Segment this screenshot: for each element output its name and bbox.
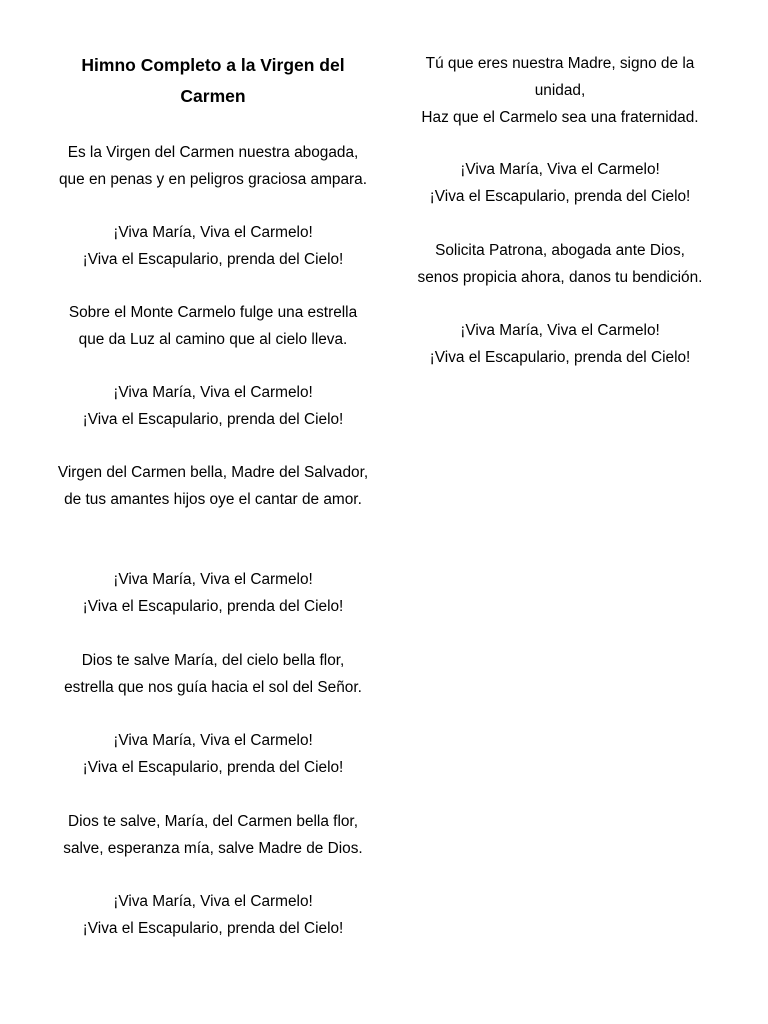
verse-line: ¡Viva María, Viva el Carmelo! [113, 893, 313, 910]
verse-line: ¡Viva el Escapulario, prenda del Cielo! [82, 250, 344, 268]
verse-line: de tus amantes hijos oye el cantar de amor. [64, 490, 362, 508]
chorus [53, 220, 373, 274]
hymn-title: Himno Completo a la Virgen del Carmen [81, 55, 345, 106]
verse-line: que da Luz al camino que al cielo lleva. [78, 330, 348, 348]
verse-line: Sobre el Monte Carmelo fulge una estrella [68, 304, 358, 321]
verse-line: Dios te salve, María, del Carmen bella flor, [68, 813, 358, 830]
chorus [53, 889, 373, 943]
verse-line: Es la Virgen del Carmen nuestra abogada, [67, 144, 359, 161]
verse-line: estrella que nos guía hacia el sol del Señor. [64, 678, 362, 696]
verse-line: Haz que el Carmelo sea una fraternidad. [421, 108, 699, 126]
verse-line: ¡Viva María, Viva el Carmelo! [113, 224, 313, 241]
verse-line: ¡Viva María, Viva el Carmelo! [113, 384, 313, 401]
verse-line: Dios te salve María, del cielo bella flor, [81, 652, 345, 669]
verse-line: ¡Viva el Escapulario, prenda del Cielo! [82, 758, 344, 776]
verse-line: Tú que eres nuestra Madre, signo de la unidad, [425, 55, 695, 99]
stanza [53, 140, 373, 194]
verse-line: Virgen del Carmen bella, Madre del Salvador, [57, 464, 369, 481]
verse-line: Solicita Patrona, abogada ante Dios, [435, 242, 685, 259]
chorus [53, 380, 373, 434]
stanza [53, 809, 373, 863]
verse-line: senos propicia ahora, danos tu bendición. [417, 268, 703, 286]
stanza [402, 238, 718, 292]
stanza [53, 300, 373, 354]
verse-line: ¡Viva el Escapulario, prenda del Cielo! [82, 410, 344, 428]
stanza [53, 460, 373, 514]
verse-line: ¡Viva María, Viva el Carmelo! [113, 571, 313, 588]
stanza [53, 648, 373, 702]
verse-line: ¡Viva María, Viva el Carmelo! [460, 161, 660, 178]
chorus [53, 728, 373, 782]
verse-line: ¡Viva María, Viva el Carmelo! [113, 732, 313, 749]
chorus [53, 567, 373, 621]
verse-line: salve, esperanza mía, salve Madre de Dios. [63, 839, 363, 857]
verse-line: ¡Viva el Escapulario, prenda del Cielo! [429, 187, 691, 205]
chorus [402, 157, 718, 211]
chorus [402, 318, 718, 372]
verse-line: que en penas y en peligros graciosa ampara. [58, 170, 367, 188]
verse-line: ¡Viva el Escapulario, prenda del Cielo! [82, 597, 344, 615]
verse-line: ¡Viva el Escapulario, prenda del Cielo! [429, 348, 691, 366]
verse-line: ¡Viva el Escapulario, prenda del Cielo! [82, 919, 344, 937]
verse-line: ¡Viva María, Viva el Carmelo! [460, 322, 660, 339]
stanza [402, 51, 718, 131]
